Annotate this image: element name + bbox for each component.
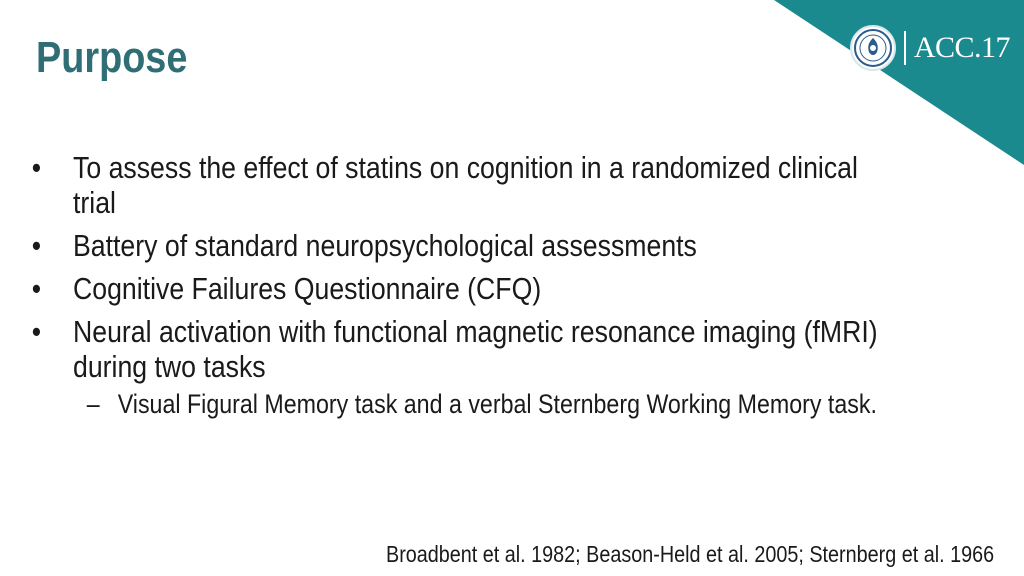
slide-title: Purpose [36, 33, 188, 82]
bullet-item [30, 150, 890, 220]
acc-logo [850, 20, 1010, 76]
corner-banner [774, 0, 1024, 170]
sub-bullet-text: Visual Figural Memory task and a verbal Sternberg Working Memory task. [117, 389, 877, 419]
bullet-marker: • [31, 228, 42, 263]
bullet-text: Battery of standard neuropsychological assessments [73, 228, 697, 263]
sub-bullet-list [73, 388, 890, 420]
bullet-text: To assess the effect of statins on cognition in a randomized clinical trial [73, 150, 858, 220]
sub-bullet-marker: – [86, 389, 100, 419]
bullet-list [30, 150, 890, 428]
bullet-text: Cognitive Failures Questionnaire (CFQ) [73, 271, 542, 306]
logo-divider [904, 31, 906, 65]
bullet-item [30, 314, 890, 420]
bullet-marker: • [31, 271, 42, 306]
bullet-marker: • [31, 314, 42, 349]
bullet-text: Neural activation with functional magnetic resonance imaging (fMRI) during two tasks [73, 314, 878, 384]
acc-seal-icon [850, 25, 896, 71]
sub-bullet-item [73, 388, 890, 420]
bullet-item [30, 271, 890, 306]
bullet-marker: • [31, 150, 42, 185]
citation: Broadbent et al. 1982; Beason-Held et al. 2005; Sternberg et al. 1966 [385, 541, 994, 567]
logo-text: ACC.17 [913, 31, 1010, 64]
bullet-item [30, 228, 890, 263]
